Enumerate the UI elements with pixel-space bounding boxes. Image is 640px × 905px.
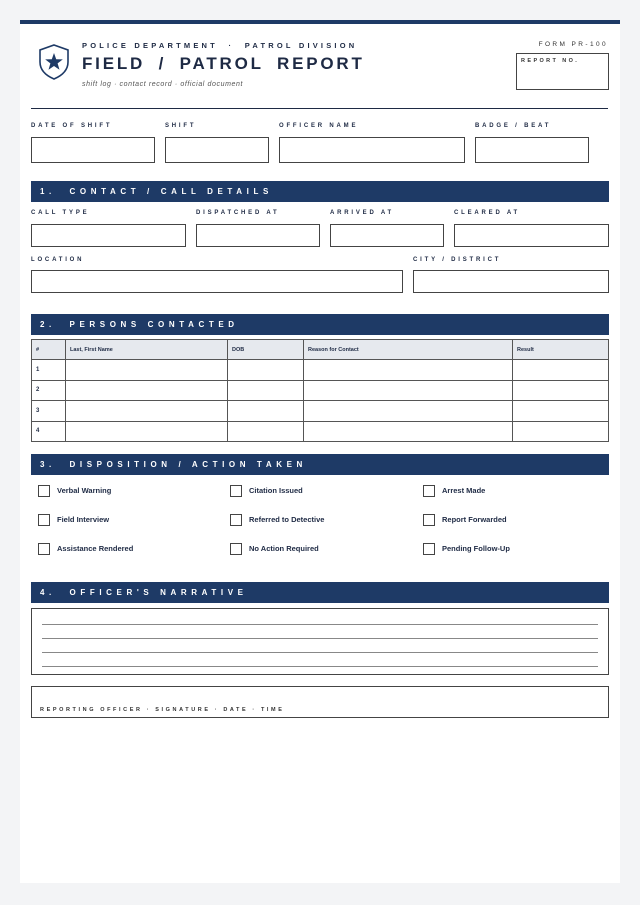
department-name: POLICE DEPARTMENT · PATROL DIVISION bbox=[82, 41, 358, 50]
officer-name-label: OFFICER NAME bbox=[279, 123, 359, 129]
reason-cell[interactable] bbox=[304, 421, 513, 442]
badge-beat-label: BADGE / BEAT bbox=[475, 123, 552, 129]
dob-cell[interactable] bbox=[228, 380, 304, 401]
officer-name-field[interactable] bbox=[279, 137, 465, 163]
city-district-field[interactable] bbox=[413, 270, 609, 293]
signature-label: REPORTING OFFICER · SIGNATURE · DATE · TIME bbox=[40, 707, 285, 713]
checkbox-pending-follow-up[interactable] bbox=[423, 543, 435, 555]
reason-cell[interactable] bbox=[304, 380, 513, 401]
narrative-line bbox=[42, 638, 598, 639]
section-3-title: 3. DISPOSITION / ACTION TAKEN bbox=[40, 460, 307, 469]
arrived-at-field[interactable] bbox=[330, 224, 444, 247]
column-header: Reason for Contact bbox=[304, 340, 513, 360]
checkbox-referred-to-detective[interactable] bbox=[230, 514, 242, 526]
report-title: FIELD / PATROL REPORT bbox=[82, 54, 365, 73]
checkbox-report-forwarded[interactable] bbox=[423, 514, 435, 526]
option-label: Arrest Made bbox=[442, 486, 486, 495]
checkbox-arrest-made[interactable] bbox=[423, 485, 435, 497]
call-type-label: CALL TYPE bbox=[31, 210, 90, 216]
city-district-label: CITY / DISTRICT bbox=[413, 257, 502, 263]
date-of-shift-field[interactable] bbox=[31, 137, 155, 163]
cleared-at-label: CLEARED AT bbox=[454, 210, 520, 216]
row-number: 4 bbox=[32, 421, 66, 442]
shift-field[interactable] bbox=[165, 137, 269, 163]
dob-cell[interactable] bbox=[228, 360, 304, 381]
result-cell[interactable] bbox=[513, 401, 609, 422]
table-row bbox=[32, 380, 609, 401]
name-cell[interactable] bbox=[66, 380, 228, 401]
checkbox-field-interview[interactable] bbox=[38, 514, 50, 526]
section-disposition-action bbox=[31, 454, 609, 475]
table-row bbox=[32, 360, 609, 381]
header-divider bbox=[31, 108, 608, 109]
section-2-title: 2. PERSONS CONTACTED bbox=[40, 320, 239, 329]
option-label: Verbal Warning bbox=[57, 486, 112, 495]
row-number: 3 bbox=[32, 401, 66, 422]
section-contact-call-details bbox=[31, 181, 609, 202]
shift-label: SHIFT bbox=[165, 123, 197, 129]
report-number-label: REPORT NO. bbox=[521, 58, 580, 64]
table-row bbox=[32, 421, 609, 442]
name-cell[interactable] bbox=[66, 401, 228, 422]
column-header: # bbox=[32, 340, 66, 360]
narrative-field[interactable] bbox=[31, 608, 609, 675]
report-number-field[interactable] bbox=[516, 53, 609, 90]
row-number: 1 bbox=[32, 360, 66, 381]
report-page bbox=[20, 20, 620, 883]
option-label: Citation Issued bbox=[249, 486, 303, 495]
column-header: Result bbox=[513, 340, 609, 360]
checkbox-no-action-required[interactable] bbox=[230, 543, 242, 555]
date-of-shift-label: DATE OF SHIFT bbox=[31, 123, 113, 129]
result-cell[interactable] bbox=[513, 380, 609, 401]
narrative-line bbox=[42, 624, 598, 625]
narrative-line bbox=[42, 666, 598, 667]
column-header: Last, First Name bbox=[66, 340, 228, 360]
table-header-row bbox=[32, 340, 609, 360]
dispatched-at-field[interactable] bbox=[196, 224, 320, 247]
section-persons-contacted bbox=[31, 314, 609, 335]
top-accent-bar bbox=[20, 20, 620, 24]
option-label: Pending Follow-Up bbox=[442, 544, 510, 553]
narrative-line bbox=[42, 652, 598, 653]
call-type-field[interactable] bbox=[31, 224, 186, 247]
arrived-at-label: ARRIVED AT bbox=[330, 210, 394, 216]
column-header: DOB bbox=[228, 340, 304, 360]
report-subtitle: shift log · contact record · official document bbox=[82, 81, 244, 88]
checkbox-citation-issued[interactable] bbox=[230, 485, 242, 497]
checkbox-assistance-rendered[interactable] bbox=[38, 543, 50, 555]
name-cell[interactable] bbox=[66, 360, 228, 381]
result-cell[interactable] bbox=[513, 360, 609, 381]
option-label: Assistance Rendered bbox=[57, 544, 134, 553]
dispatched-at-label: DISPATCHED AT bbox=[196, 210, 280, 216]
location-label: LOCATION bbox=[31, 257, 85, 263]
section-4-title: 4. OFFICER'S NARRATIVE bbox=[40, 588, 248, 597]
result-cell[interactable] bbox=[513, 421, 609, 442]
police-badge-icon bbox=[38, 44, 70, 80]
reason-cell[interactable] bbox=[304, 360, 513, 381]
reason-cell[interactable] bbox=[304, 401, 513, 422]
option-label: No Action Required bbox=[249, 544, 319, 553]
badge-beat-field[interactable] bbox=[475, 137, 589, 163]
option-label: Field Interview bbox=[57, 515, 110, 524]
option-label: Report Forwarded bbox=[442, 515, 507, 524]
row-number: 2 bbox=[32, 380, 66, 401]
persons-contacted-table bbox=[31, 339, 609, 442]
location-field[interactable] bbox=[31, 270, 403, 293]
option-label: Referred to Detective bbox=[249, 515, 325, 524]
dob-cell[interactable] bbox=[228, 401, 304, 422]
form-number: FORM PR-100 bbox=[538, 41, 608, 48]
section-1-title: 1. CONTACT / CALL DETAILS bbox=[40, 187, 273, 196]
dob-cell[interactable] bbox=[228, 421, 304, 442]
name-cell[interactable] bbox=[66, 421, 228, 442]
cleared-at-field[interactable] bbox=[454, 224, 609, 247]
checkbox-verbal-warning[interactable] bbox=[38, 485, 50, 497]
table-row bbox=[32, 401, 609, 422]
section-officers-narrative bbox=[31, 582, 609, 603]
signature-field[interactable] bbox=[31, 686, 609, 718]
